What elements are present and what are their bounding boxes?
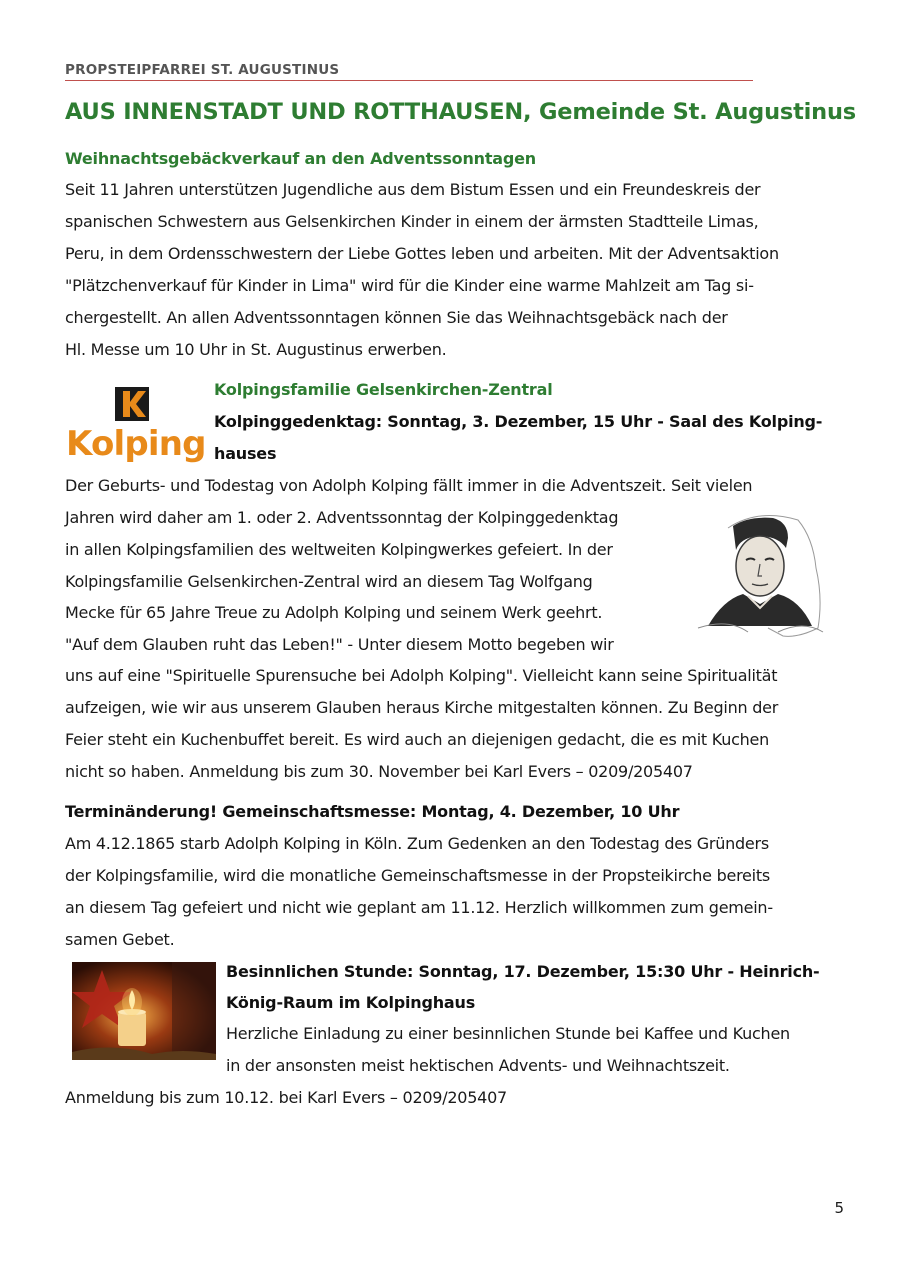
paragraph-line: Feier steht ein Kuchenbuffet bereit. Es wird auch an diejenigen gedacht, die es mit Kuchen bbox=[65, 730, 770, 749]
paragraph-line: aufzeigen, wie wir aus unserem Glauben heraus Kirche mitgestalten können. Zu Beginn der bbox=[65, 698, 779, 717]
paragraph-line: "Plätzchenverkauf für Kinder in Lima" wird für die Kinder eine warme Mahlzeit am Tag si- bbox=[65, 276, 754, 295]
paragraph-line: Anmeldung bis zum 10.12. bei Karl Evers – 0209/205407 bbox=[65, 1088, 507, 1107]
page-number: 5 bbox=[834, 1199, 844, 1217]
paragraph-line: Mecke für 65 Jahre Treue zu Adolph Kolping und seinem Werk geehrt. bbox=[65, 603, 603, 622]
kolping-portrait-image bbox=[688, 508, 828, 644]
paragraph-line: Hl. Messe um 10 Uhr in St. Augustinus erwerben. bbox=[65, 340, 447, 359]
parish-header: PROPSTEIPFARREI ST. AUGUSTINUS bbox=[65, 62, 753, 81]
paragraph-line: Herzliche Einladung zu einer besinnlichen Stunde bei Kaffee und Kuchen bbox=[226, 1024, 790, 1043]
paragraph-line: Der Geburts- und Todestag von Adolph Kolping fällt immer in die Adventszeit. Seit vielen bbox=[65, 476, 753, 495]
paragraph-line: chergestellt. An allen Adventssonntagen können Sie das Weihnachtsgebäck nach der bbox=[65, 308, 728, 327]
paragraph-line: Jahren wird daher am 1. oder 2. Adventssonntag der Kolpinggedenktag bbox=[65, 508, 619, 527]
paragraph-line: "Auf dem Glauben ruht das Leben!" - Unter diesem Motto begeben wir bbox=[65, 635, 614, 654]
event-title-line: König-Raum im Kolpinghaus bbox=[226, 993, 476, 1012]
event-title-line: hauses bbox=[214, 444, 277, 463]
paragraph-line: in allen Kolpingsfamilien des weltweiten Kolpingwerkes gefeiert. In der bbox=[65, 540, 613, 559]
paragraph-line: in der ansonsten meist hektischen Advents- und Weihnachtszeit. bbox=[226, 1056, 730, 1075]
paragraph-line: an diesem Tag gefeiert und nicht wie geplant am 11.12. Herzlich willkommen zum gemein- bbox=[65, 898, 773, 917]
paragraph-line: nicht so haben. Anmeldung bis zum 30. November bei Karl Evers – 0209/205407 bbox=[65, 762, 693, 781]
paragraph-line: der Kolpingsfamilie, wird die monatliche Gemeinschaftsmesse in der Propsteikirche bereits bbox=[65, 866, 770, 885]
candle-image bbox=[72, 962, 216, 1060]
event-title-mass: Terminänderung! Gemeinschaftsmesse: Montag, 4. Dezember, 10 Uhr bbox=[65, 802, 680, 821]
event-title-line: Kolpinggedenktag: Sonntag, 3. Dezember, 15 Uhr - Saal des Kolping- bbox=[214, 412, 823, 431]
paragraph-line: Peru, in dem Ordensschwestern der Liebe Gottes leben und arbeiten. Mit der Adventsaktion bbox=[65, 244, 779, 263]
kolping-logo-text: Kolping bbox=[66, 424, 206, 464]
paragraph-line: Seit 11 Jahren unterstützen Jugendliche aus dem Bistum Essen und ein Freundeskreis der bbox=[65, 180, 761, 199]
event-title-line: Besinnlichen Stunde: Sonntag, 17. Dezember, 15:30 Uhr - Heinrich- bbox=[226, 962, 820, 981]
paragraph-line: uns auf eine "Spirituelle Spurensuche bei Adolph Kolping". Vielleicht kann seine Spiritualität bbox=[65, 666, 778, 685]
paragraph-line: Am 4.12.1865 starb Adolph Kolping in Köln. Zum Gedenken an den Todestag des Gründers bbox=[65, 834, 769, 853]
paragraph-line: Kolpingsfamilie Gelsenkirchen-Zentral wird an diesem Tag Wolfgang bbox=[65, 572, 593, 591]
paragraph-line: samen Gebet. bbox=[65, 930, 175, 949]
section-heading-baking: Weihnachtsgebäckverkauf an den Adventssonntagen bbox=[65, 149, 536, 168]
paragraph-line: spanischen Schwestern aus Gelsenkirchen Kinder in einem der ärmsten Stadtteile Limas, bbox=[65, 212, 759, 231]
page-title: AUS INNENSTADT UND ROTTHAUSEN, Gemeinde St. Augustinus bbox=[65, 99, 856, 125]
section-heading-kolping: Kolpingsfamilie Gelsenkirchen-Zentral bbox=[214, 380, 553, 399]
